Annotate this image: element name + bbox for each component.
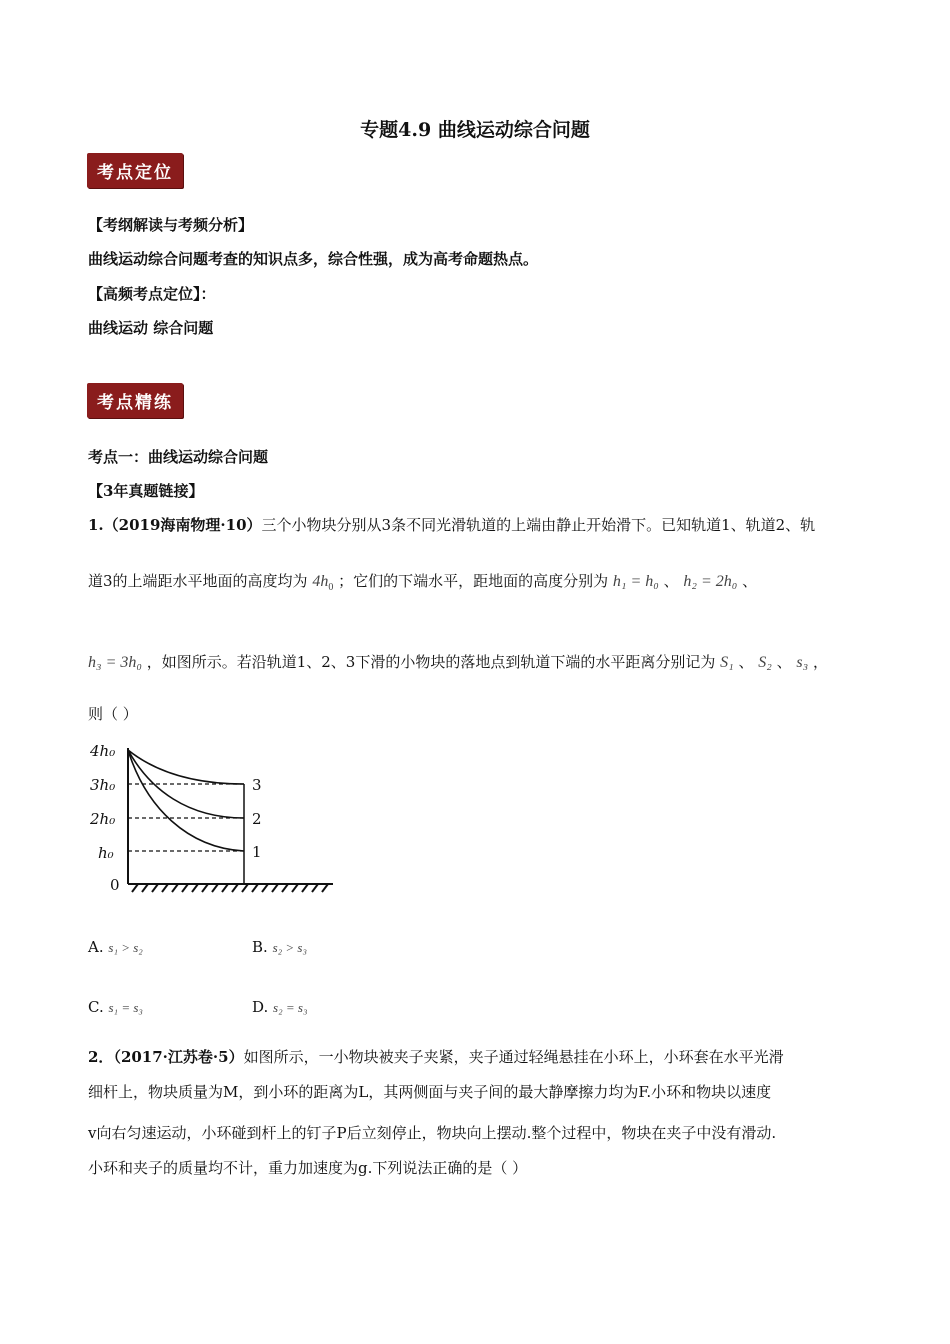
track-label-3: 3	[252, 776, 262, 794]
badge-exam-locate: 考点定位	[87, 153, 183, 188]
option-c-expr: s₁ = s₃	[108, 1000, 143, 1015]
q1-sep1: 、	[663, 572, 679, 590]
q1-line3: h₃ = 3h₀ ，如图所示。若沿轨道1、2、3下滑的小物块的落地点到轨道下端的水平距离分别记为 S₁ 、 S₂ 、 s₃ ，	[88, 653, 828, 671]
option-d-label: D.	[252, 998, 269, 1016]
q1-h3: h₃ = 3h₀	[88, 654, 142, 671]
track-3	[128, 750, 244, 784]
q2-line2: 细杆上，物块质量为M，到小环的距离为L，其两侧面与夹子间的最大静摩擦力均为F.小环和物块以速度	[88, 1083, 772, 1101]
heading-frequency: 【高频考点定位】：	[88, 285, 216, 303]
q2-line3: v向右匀速运动，小环碰到杆上的钉子P后立刻停止，物块向上摆动.整个过程中，物块在夹子中没有滑动.	[88, 1124, 777, 1142]
ground-hatching	[132, 884, 328, 892]
syllabus-text: 曲线运动综合问题考查的知识点多，综合性强，成为高考命题热点。	[88, 250, 539, 268]
exam-point-heading: 考点一：曲线运动综合问题	[88, 448, 269, 466]
q1-s3: s₃	[796, 654, 809, 671]
q2-line4: 小环和夹子的质量均不计，重力加速度为g.下列说法正确的是（ ）	[88, 1159, 528, 1177]
q1-line1	[88, 514, 815, 536]
option-c-label: C.	[88, 998, 104, 1016]
q1-h-top: $4h_0$	[312, 573, 334, 594]
q1-s1: S₁	[720, 654, 734, 671]
q1-text-2b: ；它们的下端水平，距地面的高度分别为	[338, 572, 609, 590]
y-label-h0: h₀	[98, 844, 114, 862]
y-label-2h0: 2h₀	[90, 810, 116, 828]
option-b[interactable]	[252, 938, 307, 956]
q2-line1	[88, 1046, 784, 1068]
option-a-label: A.	[88, 938, 104, 956]
page-title: 专题4.9 曲线运动综合问题	[360, 119, 590, 141]
frequency-text: 曲线运动 综合问题	[88, 319, 214, 337]
y-label-4h0: 4h₀	[90, 742, 116, 760]
track-label-2: 2	[252, 810, 262, 828]
option-d[interactable]	[252, 998, 307, 1016]
option-b-expr: s₂ > s₃	[272, 940, 308, 955]
option-b-label: B.	[252, 938, 268, 956]
q1-h2: h₂ = 2h₀	[683, 573, 738, 590]
q1-text-2a: 道3的上端距水平地面的高度均为	[88, 572, 308, 590]
q1-line4: 则（ ）	[88, 705, 138, 723]
q1-sep2: 、	[742, 572, 758, 590]
q1-text-3b: ，	[812, 653, 828, 671]
q1-text-3a: ，如图所示。若沿轨道1、2、3下滑的小物块的落地点到轨道下端的水平距离分别记为	[146, 653, 716, 671]
past-papers-heading: 【3年真题链接】	[88, 482, 204, 500]
badge-exam-practice: 考点精练	[87, 383, 183, 418]
option-a[interactable]	[88, 938, 143, 956]
q1-number: 1.	[88, 516, 104, 534]
option-d-expr: s₂ = s₃	[273, 1000, 308, 1015]
track-figure	[88, 738, 338, 898]
heading-syllabus: 【考纲解读与考频分析】	[88, 216, 254, 234]
q2-text-1: 如图所示，一小物块被夹子夹紧，夹子通过轻绳悬挂在小环上，小环套在水平光滑	[243, 1048, 784, 1066]
y-label-0: 0	[110, 876, 120, 894]
option-a-expr: s₁ > s₂	[108, 940, 143, 955]
q2-source: （2017·江苏卷·5）	[113, 1048, 244, 1066]
option-c[interactable]	[88, 998, 143, 1016]
q1-s2: S₂	[758, 654, 772, 671]
q1-text-1: 三个小物块分别从3条不同光滑轨道的上端由静止开始滑下。已知轨道1、轨道2、轨	[261, 516, 816, 534]
q1-line2	[88, 570, 757, 599]
q1-source: （2019海南物理·10）	[103, 516, 262, 534]
track-label-1: 1	[252, 843, 262, 861]
q1-h1: h₁ = h₀	[612, 573, 659, 590]
track-1	[128, 750, 244, 851]
y-label-3h0: 3h₀	[90, 776, 116, 794]
q2-number: 2．	[88, 1048, 114, 1066]
